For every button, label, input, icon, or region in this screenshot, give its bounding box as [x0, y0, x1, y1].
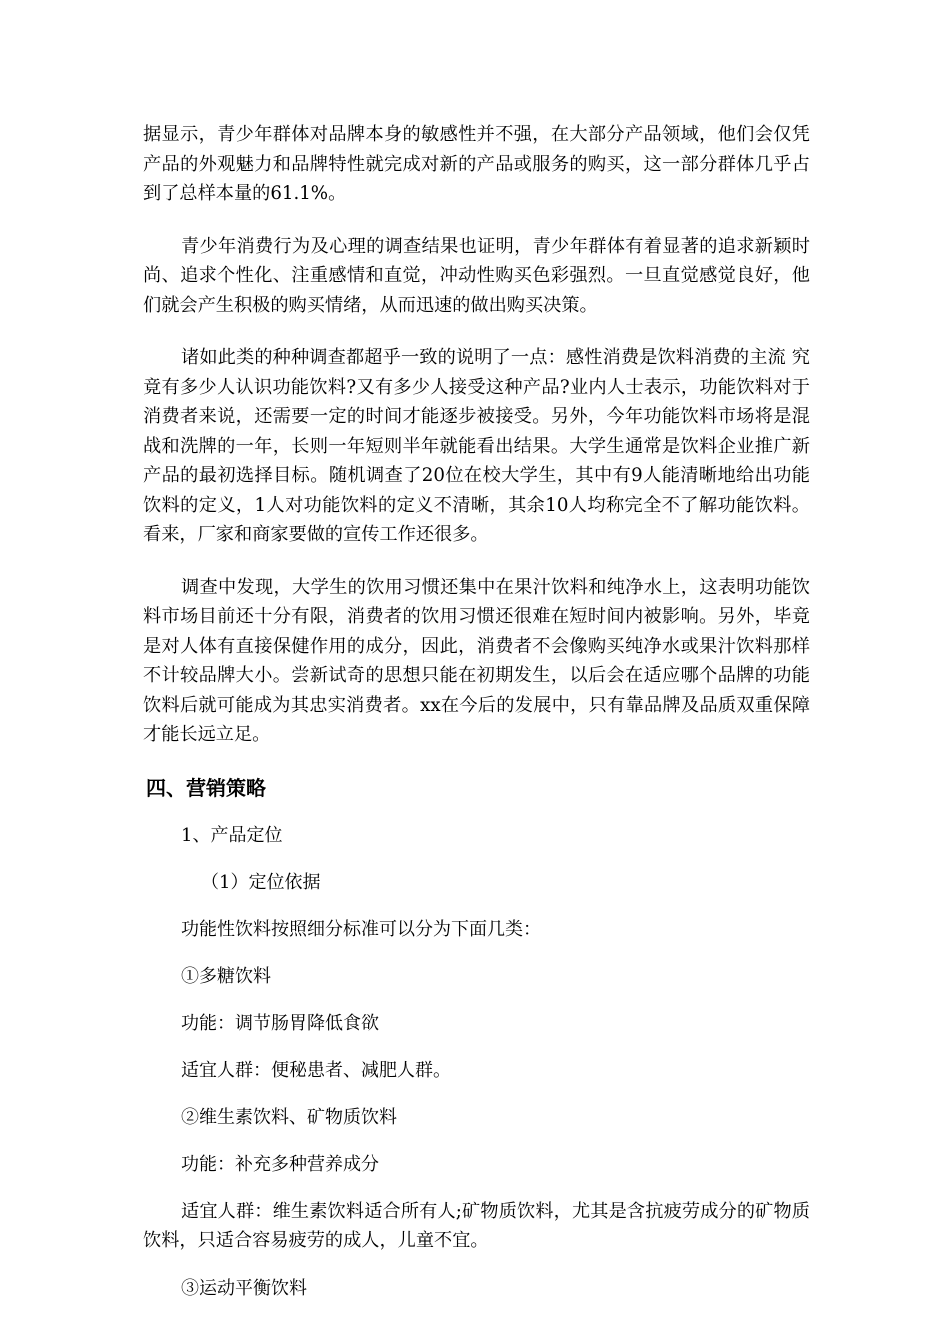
category-2-people: 适宜人群：维生素饮料适合所有人;矿物质饮料，尤其是含抗疲劳成分的矿物质饮料，只适合容易疲劳的成人，儿童不宜。 [143, 1200, 810, 1251]
section-heading-marketing-strategy: 四、营销策略 [146, 775, 266, 800]
category-2-title: ②维生素饮料、矿物质饮料 [181, 1106, 397, 1128]
body-paragraph-1: 据显示，青少年群体对品牌本身的敏感性并不强，在大部分产品领域，他们会仅凭产品的外观魅力和品牌特性就完成对新的产品或服务的购买，这一部分群体几乎占到了总样本量的61.1%。 [143, 124, 810, 204]
category-1-people: 适宜人群：便秘患者、减肥人群。 [181, 1059, 451, 1081]
category-1-title: ①多糖饮料 [181, 965, 271, 987]
item-product-positioning: 1、产品定位 [181, 824, 283, 846]
body-paragraph-3: 诸如此类的种种调查都超乎一致的说明了一点：感性消费是饮料消费的主流 究竟有多少人认识功能饮料?又有多少人接受这种产品?业内人士表示，功能饮料对于消费者来说，还需要一定的时间才能逐步被接受。另外，今年功能饮料市场将是混战和洗牌的一年，长则一年短则半年就能看出结果。大学生通常是饮料企业推广新产品的最初选择目标。随机调查了20位在校大学生，其中有9人能清晰地给出功能饮料的定义，1人对功能饮料的定义不清晰，其余10人均称完全不了解功能饮料。看来，厂家和商家要做的宣传工作还很多。 [143, 347, 810, 545]
body-paragraph-4: 调查中发现，大学生的饮用习惯还集中在果汁饮料和纯净水上，这表明功能饮料市场目前还十分有限，消费者的饮用习惯还很难在短时间内被影响。另外，毕竟是对人体有直接保健作用的成分，因此，消费者不会像购买纯净水或果汁饮料那样不计较品牌大小。尝新试奇的思想只能在初期发生，以后会在适应哪个品牌的功能饮料后就可能成为其忠实消费者。xx在今后的发展中，只有靠品牌及品质双重保障才能长远立足。 [143, 576, 810, 745]
category-1-function: 功能：调节肠胃降低食欲 [181, 1012, 379, 1034]
subitem-positioning-basis: （1）定位依据 [201, 871, 321, 893]
body-paragraph-2: 青少年消费行为及心理的调查结果也证明，青少年群体有着显著的追求新颖时尚、追求个性化、注重感情和直觉，冲动性购买色彩强烈。一旦直觉感觉良好，他们就会产生积极的购买情绪，从而迅速的做出购买决策。 [143, 235, 810, 316]
category-3-title: ③运动平衡饮料 [181, 1277, 307, 1299]
category-intro: 功能性饮料按照细分标准可以分为下面几类： [181, 918, 541, 940]
category-2-function: 功能：补充多种营养成分 [181, 1153, 379, 1175]
